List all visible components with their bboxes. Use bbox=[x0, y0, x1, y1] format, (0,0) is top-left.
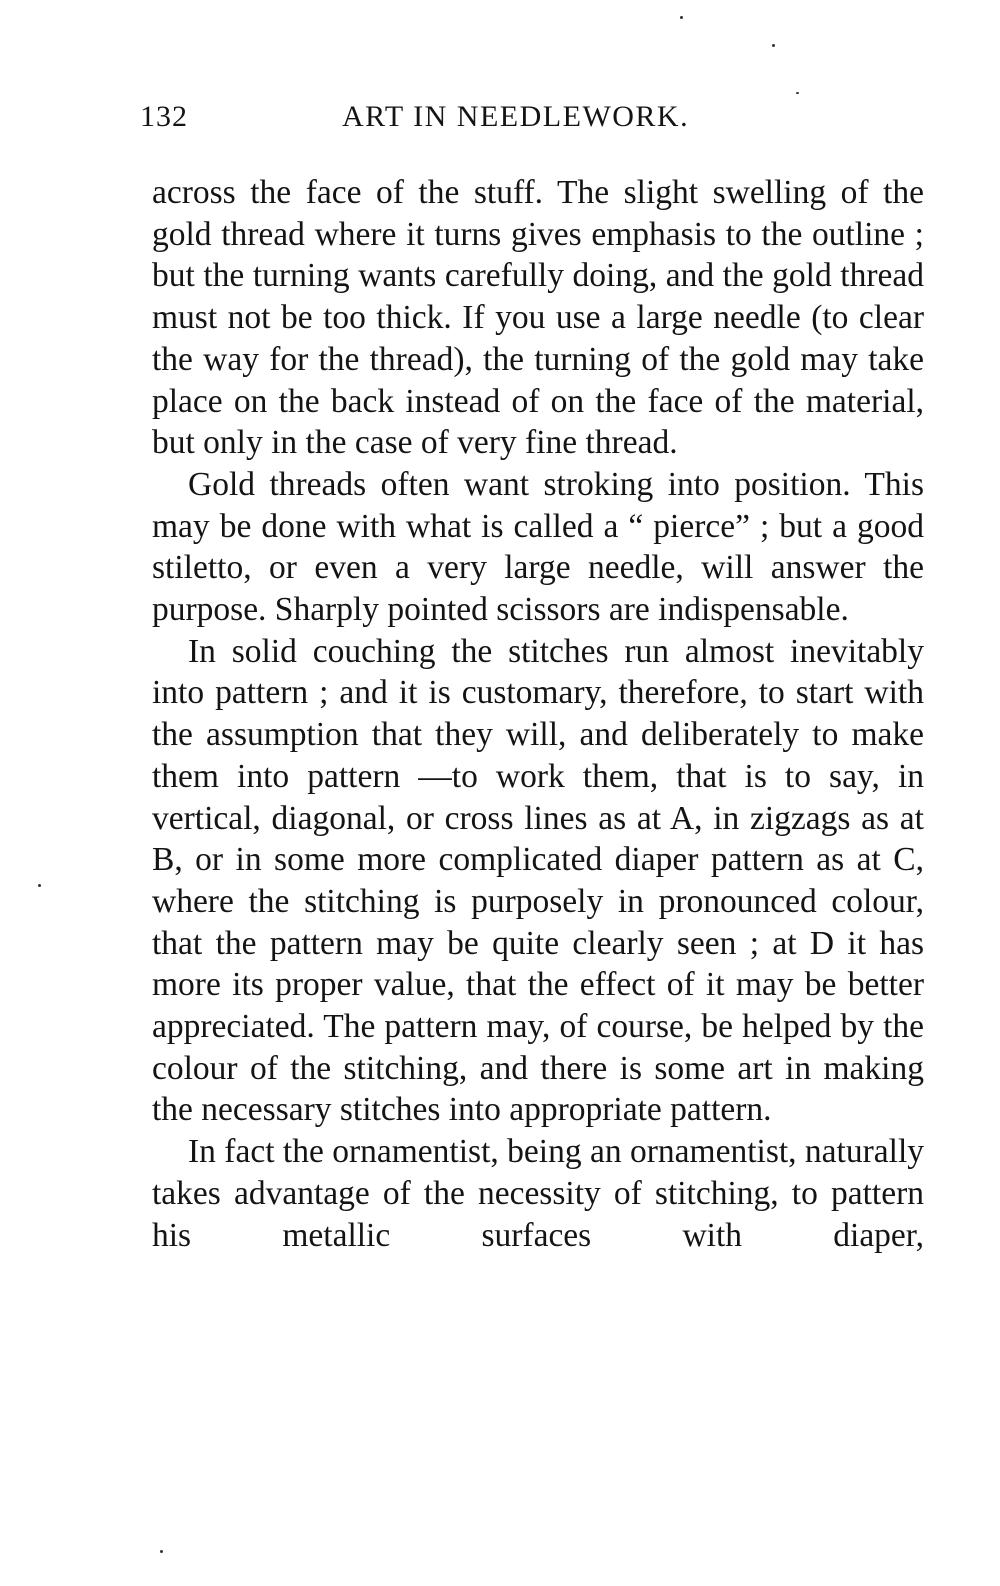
paragraph-1: across the face of the stuff. The slight swelling of the gold thread where it turns gives emphasis to the outline ; but the turning wants carefully doing, and the gold thread must not be too thick. If you use a large needle (to clear the way for the thread), the turning of the gold may take place on the back instead of on the face of the material, but only in the case of very fine thread. bbox=[152, 174, 924, 462]
print-speck bbox=[160, 1550, 163, 1553]
body-text bbox=[152, 172, 924, 1256]
print-speck bbox=[680, 16, 683, 19]
print-speck bbox=[772, 44, 775, 47]
print-speck bbox=[38, 884, 41, 887]
paragraph-4: In fact the ornamentist, being an ornamentist, naturally takes advantage of the necessity of stitching, to pattern his metallic surfaces with diaper, bbox=[152, 1133, 924, 1254]
paragraph-2: Gold threads often want stroking into position. This may be done with what is called a “ pierce” ; but a good stiletto, or even a very large needle, will answer the purpose. Sharply pointed scissors are indispensable. bbox=[152, 465, 924, 629]
paragraph-3: In solid couching the stitches run almost inevitably into pattern ; and it is customary, therefore, to start with the assumption that they will, and deliberately to make them into pattern —to work them, that is to say, in vertical, diagonal, or cross lines as at A, in zigzags as at B, or in some more complicated diaper pattern as at C, where the stitching is purposely in pronounced colour, that the pattern may be quite clearly seen ; at D it has more its proper value, that the effect of it may be better appreciated. The pattern may, of course, be helped by the colour of the stitching, and there is some art in making the necessary stitches into appropriate pattern. bbox=[152, 632, 924, 1129]
page-number: 132 bbox=[140, 100, 188, 133]
running-head bbox=[140, 100, 924, 146]
print-speck bbox=[796, 92, 799, 94]
book-page bbox=[140, 100, 924, 1256]
running-title: ART IN NEEDLEWORK. bbox=[342, 100, 690, 133]
